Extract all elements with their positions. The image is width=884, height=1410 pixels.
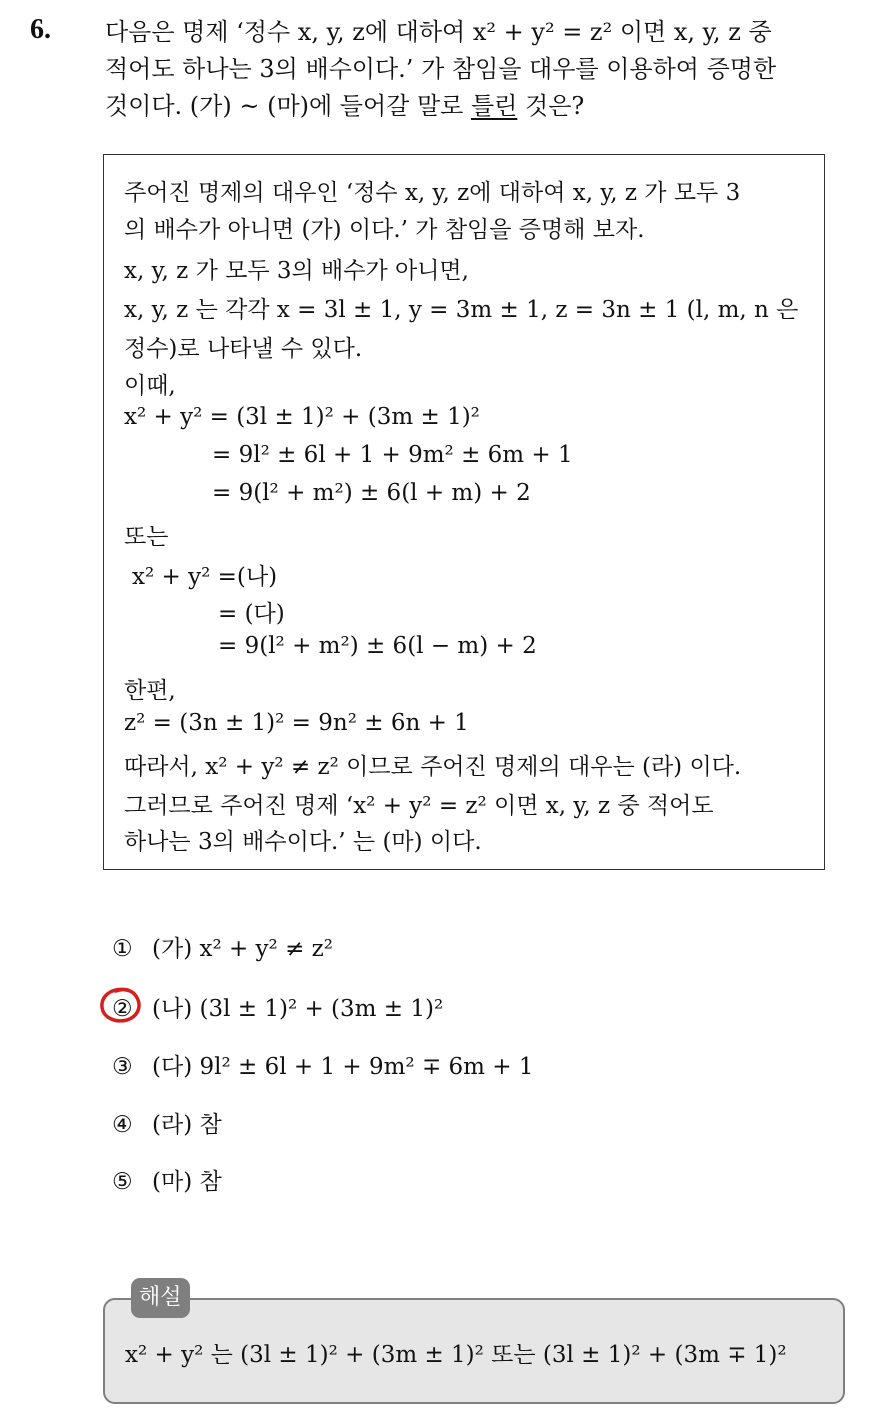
underlined-word: 틀린: [471, 92, 518, 120]
proof-line: 정수)로 나타낼 수 있다.: [124, 336, 363, 362]
proof-line: x² + y² = (3l ± 1)² + (3m ± 1)²: [124, 404, 480, 430]
choice-text: (나) (3l ± 1)² + (3m ± 1)²: [152, 996, 444, 1022]
question-text: [105, 14, 865, 125]
proof-line: 이때,: [124, 373, 176, 399]
proof-line: = 9(l² + m²) ± 6(l + m) + 2: [212, 480, 531, 506]
explanation-tag: 해설: [131, 1278, 190, 1318]
choice-text: (가) x² + y² ≠ z²: [152, 936, 334, 962]
question-line-1: 다음은 명제 ‘정수 x, y, z에 대하여 x² + y² = z² 이면 x, y, z 중: [105, 18, 772, 46]
proof-line: 주어진 명제의 대우인 ‘정수 x, y, z에 대하여 x, y, z 가 모두 3: [124, 180, 741, 206]
proof-line: x² + y² =(나): [132, 564, 278, 590]
question-line-2: 적어도 하나는 3의 배수이다.’ 가 참임을 대우를 이용하여 증명한: [105, 55, 777, 83]
question-line-3-post: 것은?: [517, 92, 585, 120]
choice-number: ①: [112, 936, 133, 962]
proof-line: 의 배수가 아니면 (가) 이다.’ 가 참임을 증명해 보자.: [124, 217, 645, 243]
proof-box: [103, 154, 825, 870]
choice-number: ③: [112, 1054, 133, 1080]
proof-line: z² = (3n ± 1)² = 9n² ± 6n + 1: [124, 710, 469, 736]
explanation-box: [103, 1298, 845, 1404]
proof-line: 한편,: [124, 678, 176, 704]
proof-line: x, y, z 가 모두 3의 배수가 아니면,: [124, 258, 469, 284]
proof-line: x, y, z 는 각각 x = 3l ± 1, y = 3m ± 1, z = 3n ± 1 (l, m, n 은: [124, 297, 799, 323]
proof-line: 따라서, x² + y² ≠ z² 이므로 주어진 명제의 대우는 (라) 이다.: [124, 754, 742, 780]
proof-line: 그러므로 주어진 명제 ‘x² + y² = z² 이면 x, y, z 중 적어도: [124, 793, 714, 819]
proof-line: = 9l² ± 6l + 1 + 9m² ± 6m + 1: [212, 442, 573, 468]
choice-2[interactable]: [112, 990, 443, 1023]
choice-text: (라) 참: [152, 1112, 222, 1138]
question-number: 6.: [30, 14, 51, 45]
choice-number: ②: [112, 996, 133, 1022]
choice-text: (마) 참: [152, 1169, 222, 1195]
explanation-text: x² + y² 는 (3l ± 1)² + (3m ± 1)² 또는 (3l ± 1)² + (3m ∓ 1)²: [125, 1342, 787, 1368]
proof-line: = (다): [218, 601, 285, 627]
choice-4[interactable]: [112, 1106, 222, 1139]
choice-number: ⑤: [112, 1169, 133, 1195]
proof-line: 하나는 3의 배수이다.’ 는 (마) 이다.: [124, 829, 482, 855]
choice-1[interactable]: [112, 930, 333, 963]
question-line-3-pre: 것이다. (가) ~ (마)에 들어갈 말로: [105, 92, 471, 120]
choice-number: ④: [112, 1112, 133, 1138]
proof-line: = 9(l² + m²) ± 6(l − m) + 2: [218, 633, 537, 659]
proof-line: 또는: [124, 524, 169, 550]
choice-5[interactable]: [112, 1163, 222, 1196]
choice-text: (다) 9l² ± 6l + 1 + 9m² ∓ 6m + 1: [152, 1054, 534, 1080]
answer-circle-mark-icon: [98, 985, 144, 1025]
question-line-3: [105, 88, 865, 125]
choice-3[interactable]: [112, 1048, 534, 1081]
